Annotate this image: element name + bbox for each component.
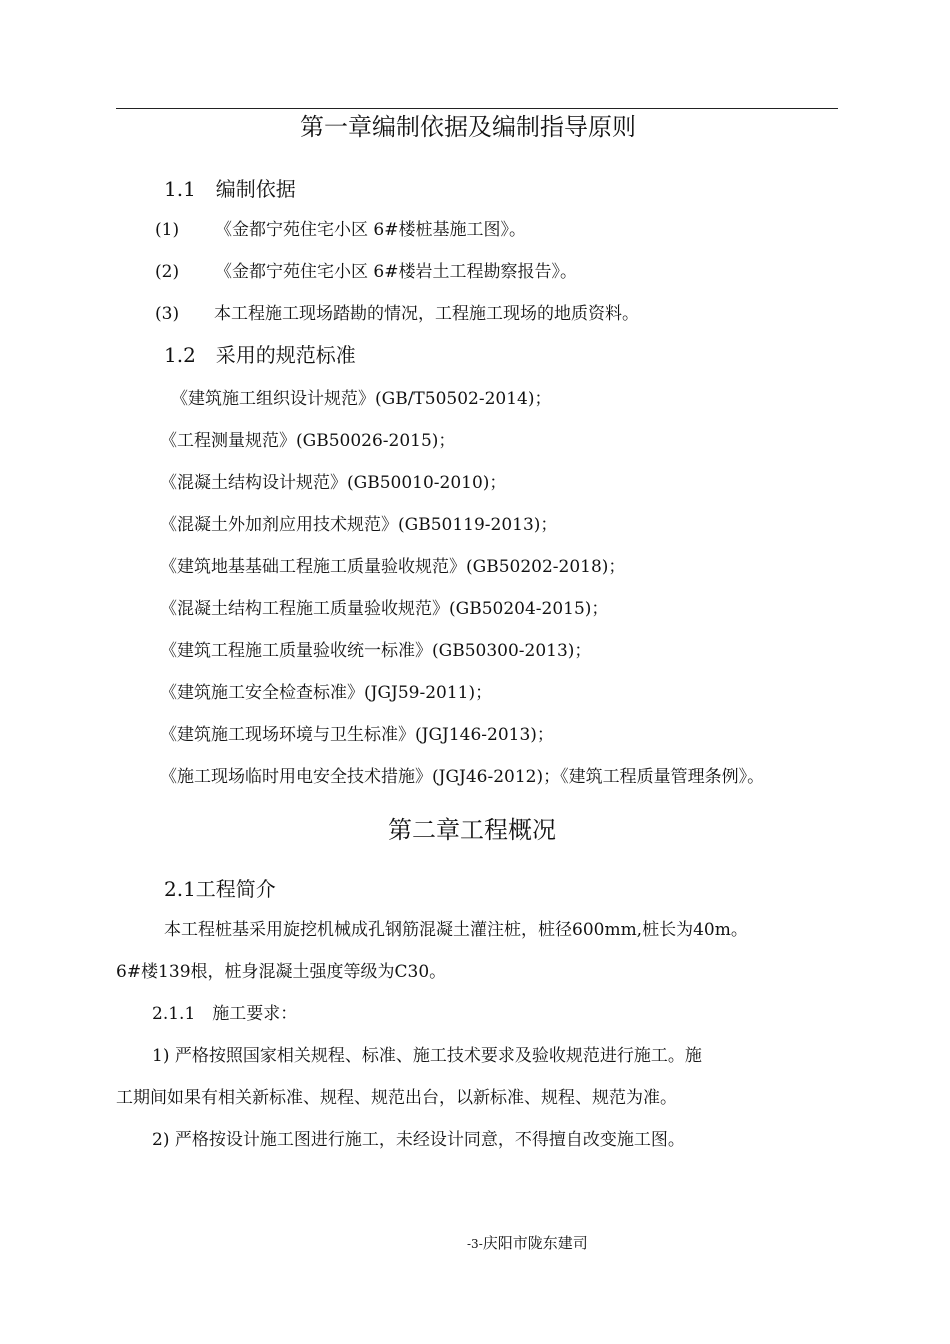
footer-company: 庆阳市陇东建司 xyxy=(482,1234,588,1252)
standard-item: 《建筑工程施工质量验收统一标准》(GB50300-2013)； xyxy=(160,641,592,661)
standard-item: 《混凝土结构设计规范》(GB50010-2010)； xyxy=(160,473,507,493)
basis-item-2-number: (2) xyxy=(155,262,180,282)
basis-item-3-text: 本工程施工现场踏勘的情况，工程施工现场的地质资料。 xyxy=(214,304,639,324)
basis-item-1-text: 《金都宁苑住宅小区 6#楼桩基施工图》。 xyxy=(215,220,526,240)
section-1-1-heading: 1.1 编制依据 xyxy=(164,177,296,201)
standard-item: 《建筑施工组织设计规范》(GB/T50502-2014)； xyxy=(171,389,552,409)
section-1-2-heading: 1.2 采用的规范标准 xyxy=(164,343,356,367)
requirement-2: 2) 严格按设计施工图进行施工，未经设计同意，不得擅自改变施工图。 xyxy=(152,1130,685,1150)
basis-item-3-number: (3) xyxy=(155,304,180,324)
overview-paragraph-line-1: 本工程桩基采用旋挖机械成孔钢筋混凝土灌注桩，桩径600mm,桩长为40m。 xyxy=(164,920,748,940)
standard-item: 《工程测量规范》(GB50026-2015)； xyxy=(160,431,456,451)
standard-item: 《混凝土外加剂应用技术规范》(GB50119-2013)； xyxy=(160,515,558,535)
standard-item: 《建筑施工现场环境与卫生标准》(JGJ146-2013)； xyxy=(160,725,554,745)
subsection-2-1-1-heading: 2.1.1 施工要求： xyxy=(152,1004,298,1024)
basis-item-2-text: 《金都宁苑住宅小区 6#楼岩土工程勘察报告》。 xyxy=(215,262,577,282)
basis-item-1-number: (1) xyxy=(155,220,180,240)
standard-item: 《施工现场临时用电安全技术措施》(JGJ46-2012)；《建筑工程质量管理条例》。 xyxy=(160,767,765,787)
standard-item: 《建筑地基基础工程施工质量验收规范》(GB50202-2018)； xyxy=(160,557,626,577)
section-2-1-heading: 2.1工程简介 xyxy=(164,877,276,901)
chapter1-title: 第一章编制依据及编制指导原则 xyxy=(300,113,636,141)
chapter2-title: 第二章工程概况 xyxy=(388,816,556,844)
requirement-1-line-2: 工期间如果有相关新标准、规程、规范出台，以新标准、规程、规范为准。 xyxy=(116,1088,677,1108)
requirement-1-line-1: 1) 严格按照国家相关规程、标准、施工技术要求及验收规范进行施工。施 xyxy=(152,1046,702,1066)
header-rule xyxy=(116,108,838,109)
page-footer xyxy=(467,1233,588,1254)
page-number: -3- xyxy=(467,1237,483,1251)
standard-item: 《混凝土结构工程施工质量验收规范》(GB50204-2015)； xyxy=(160,599,609,619)
overview-paragraph-line-2: 6#楼139根，桩身混凝土强度等级为C30。 xyxy=(116,962,447,982)
standard-item: 《建筑施工安全检查标准》(JGJ59-2011)； xyxy=(160,683,493,703)
